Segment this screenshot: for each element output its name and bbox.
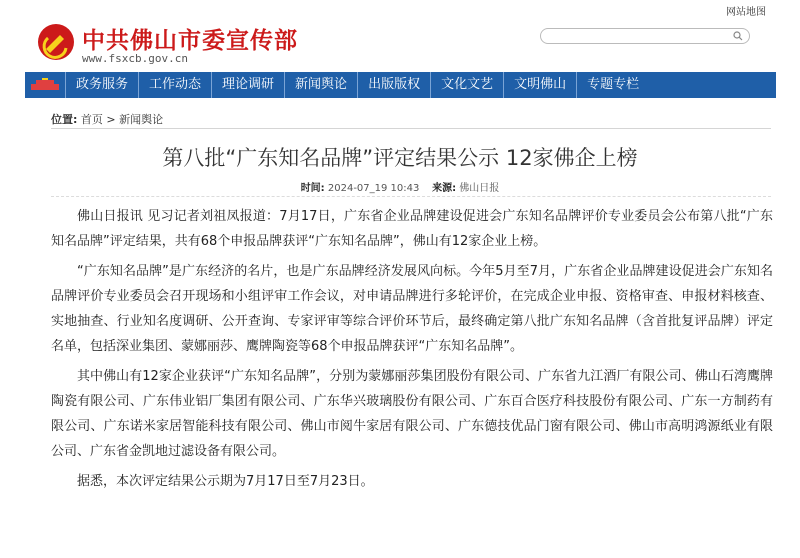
nav-item-news-opinion[interactable]: 新闻舆论 xyxy=(284,72,357,98)
search-box[interactable] xyxy=(540,28,750,44)
nav-item-publishing-copyright[interactable]: 出版版权 xyxy=(357,72,430,98)
article-paragraph: 佛山日报讯 见习记者刘祖凤报道：7月17日，广东省企业品牌建设促进会广东知名品牌评价专业委员会公布第八批“广东知名品牌”评定结果，共有68个申报品牌获评“广东知名品牌”，佛山有12家企业上榜。 xyxy=(51,209,773,249)
site-title: 中共佛山市委宣传部 xyxy=(82,28,298,54)
source-label: 来源: xyxy=(432,183,457,194)
article-paragraph: 据悉，本次评定结果公示期为7月17日至7月23日。 xyxy=(77,474,374,489)
time-label: 时间: xyxy=(300,183,325,194)
breadcrumb-current-link[interactable]: 新闻舆论 xyxy=(119,113,164,126)
article-paragraph: 其中佛山有12家企业获评“广东知名品牌”，分别为蒙娜丽莎集团股份有限公司、广东省九江酒厂有限公司、佛山石湾鹰牌陶瓷有限公司、广东伟业铝厂集团有限公司、广东华兴玻璃股份有限公司、广东百合医疗科技股份有限公司、广东一方制药有限公司、广东诺米家居智能科技有限公司、佛山市阅牛家居有限公司、广东德技优品门窗有限公司、佛山市高明鸿源纸业有限公司、广东省金凯地过滤设备有限公司。 xyxy=(51,369,773,459)
site-url: www.fsxcb.gov.cn xyxy=(82,52,188,65)
source-value: 佛山日报 xyxy=(459,183,500,194)
breadcrumb-prefix: 位置: xyxy=(51,113,78,126)
article-title: 第八批“广东知名品牌”评定结果公示 12家佛企上榜 xyxy=(162,146,638,170)
nav-item-civilized-foshan[interactable]: 文明佛山 xyxy=(503,72,576,98)
meta-divider xyxy=(51,196,771,197)
article-meta xyxy=(0,179,800,194)
nav-item-culture-arts[interactable]: 文化文艺 xyxy=(430,72,503,98)
nav-item-work-news[interactable]: 工作动态 xyxy=(138,72,211,98)
nav-item-government-services[interactable]: 政务服务 xyxy=(65,72,138,98)
article-body xyxy=(51,204,773,499)
time-value: 2024-07_19 10:43 xyxy=(327,183,420,194)
nav-emblem xyxy=(25,72,65,98)
party-emblem-logo xyxy=(36,22,76,62)
nav-item-theory-research[interactable]: 理论调研 xyxy=(211,72,284,98)
main-nav xyxy=(25,72,776,98)
breadcrumb-divider xyxy=(51,128,771,129)
breadcrumb-home-link[interactable]: 首页 xyxy=(80,113,103,126)
sitemap-link[interactable]: 网站地图 xyxy=(726,7,766,18)
breadcrumb xyxy=(51,111,163,127)
breadcrumb-separator: > xyxy=(106,113,116,126)
great-hall-icon xyxy=(30,78,60,92)
nav-item-special-topics[interactable]: 专题专栏 xyxy=(576,72,649,98)
article-paragraph: “广东知名品牌”是广东经济的名片，也是广东品牌经济发展风向标。今年5月至7月，广东省企业品牌建设促进会广东知名品牌评价专业委员会召开现场和小组评审工作会议，对申请品牌进行多轮评价，在完成企业申报、资格审查、申报材料核查、实地抽查、行业知名度调研、公开查询、专家评审等综合评价环节后，最终确定第八批广东知名品牌（含首批复评品牌）评定名单，包括深业集团、蒙娜丽莎、鹰牌陶瓷等68个申报品牌获评“广东知名品牌”。 xyxy=(51,264,773,354)
search-icon[interactable] xyxy=(733,31,743,41)
search-input[interactable] xyxy=(549,36,729,48)
